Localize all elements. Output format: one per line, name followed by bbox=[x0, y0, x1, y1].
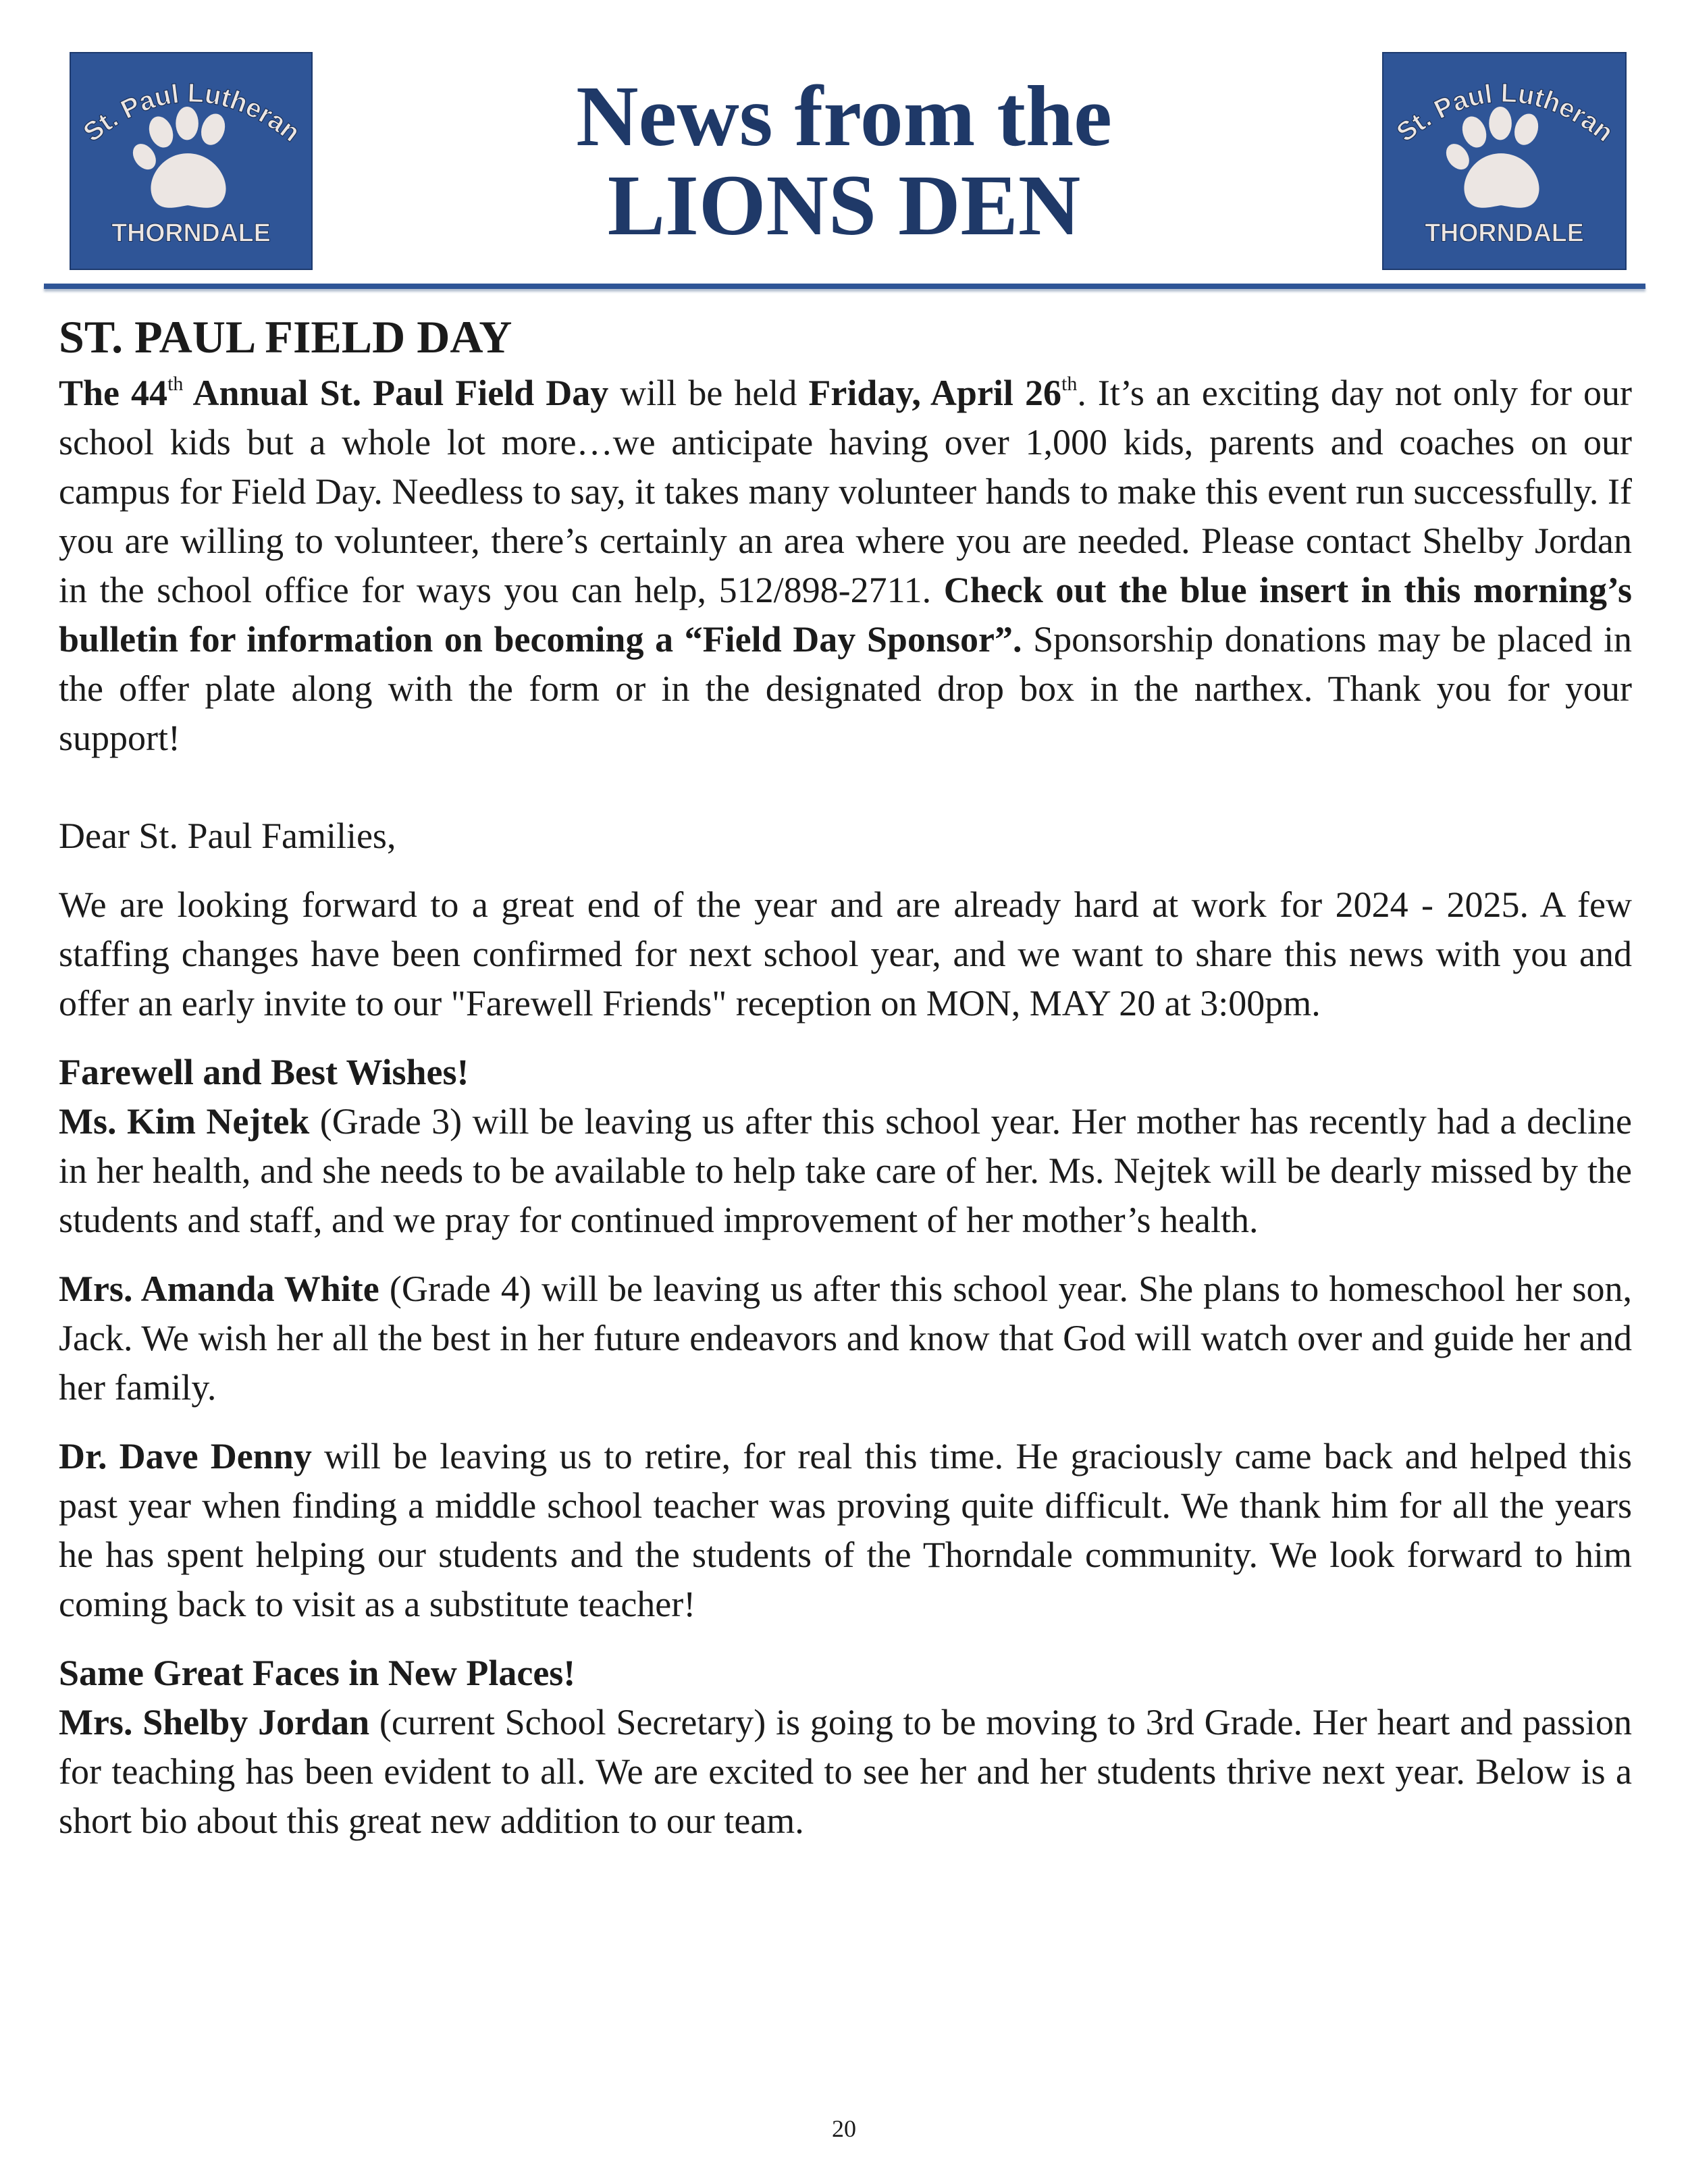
field-day-date: Friday, April 26 bbox=[808, 373, 1061, 413]
denny-paragraph bbox=[59, 1432, 1632, 1629]
header-divider bbox=[44, 284, 1645, 289]
farewell-heading: Farewell and Best Wishes! bbox=[59, 1052, 469, 1092]
text: (current School Secretary) is going to be moving to 3rd Grade. Her heart and passion for teaching has been evident to all. We are excited to see her and her students thrive next year. Below is a short bio about this great new addition to our team. bbox=[59, 1702, 1632, 1841]
logo-bottom-text: THORNDALE bbox=[1425, 218, 1584, 247]
section-heading-field-day: ST. PAUL FIELD DAY bbox=[59, 311, 512, 363]
article-body bbox=[59, 309, 1632, 1846]
text: (Grade 3) will be leaving us after this school year. Her mother has recently had a decline in her health, and she needs to be available to help take care of her. Ms. Nejtek will be dearly missed by the students and staff, and we pray for continued improvement of her mother’s health. bbox=[59, 1101, 1632, 1240]
school-logo-graphic bbox=[1383, 53, 1625, 269]
letter-intro: We are looking forward to a great end of the year and are already hard at work for 2024 - 2025. A few staffing changes have been confirmed for next school year, and we want to share this news with you and offer an early invite to our "Farewell Friends" reception on MON, MAY 20 at 3:00pm. bbox=[59, 884, 1632, 1023]
staff-name: Dr. Dave Denny bbox=[59, 1436, 312, 1476]
superscript: th bbox=[167, 373, 184, 395]
jordan-paragraph bbox=[59, 1698, 1632, 1846]
white-paragraph bbox=[59, 1264, 1632, 1412]
staff-name: Mrs. Shelby Jordan bbox=[59, 1702, 370, 1742]
text: . It’s an exciting day not only for our school kids but a whole lot more…we anticipate having over 1,000 kids, parents and coaches on our campus for Field Day. Needless to say, it takes many volunteer hands to make this event run successfully. If you are willing to volunteer, there’s certainly an area where you are needed. Please contact Shelby Jordan in the school office for ways you can help, 512/898-2711. bbox=[59, 373, 1632, 610]
masthead-line-2: LIONS DEN bbox=[607, 157, 1081, 253]
field-day-paragraph bbox=[59, 369, 1632, 763]
logo-top-text: St. Paul Lutheran bbox=[1391, 78, 1619, 148]
page-number: 20 bbox=[832, 2115, 856, 2142]
text: (Grade 4) will be leaving us after this school year. She plans to homeschool her son, Jack. We wish her all the best in her future endeavors and know that God will watch over and guide her and her family. bbox=[59, 1269, 1632, 1408]
text: will be held bbox=[608, 373, 809, 413]
text: will be leaving us to retire, for real this time. He graciously came back and helped this past year when finding a middle school teacher was proving quite difficult. We thank him for all the years he has spent helping our students and the students of the Thorndale community. We look forward to him coming back to visit as a substitute teacher! bbox=[59, 1436, 1632, 1624]
new-places-heading: Same Great Faces in New Places! bbox=[59, 1653, 576, 1693]
paw-print-icon bbox=[128, 107, 229, 208]
text: Sponsorship donations may be placed in the offer plate along with the form or in the designated drop box in the narthex. Thank you for your support! bbox=[59, 619, 1632, 758]
logo-left bbox=[70, 52, 313, 270]
school-logo-graphic bbox=[71, 53, 311, 269]
sponsor-callout: Check out the blue insert in this morning’s bulletin for information on becoming a “Field Day Sponsor”. bbox=[59, 570, 1633, 660]
logo-bottom-text: THORNDALE bbox=[111, 218, 271, 247]
nejtek-paragraph bbox=[59, 1097, 1632, 1245]
logo-right bbox=[1382, 52, 1627, 270]
staff-name: Ms. Kim Nejtek bbox=[59, 1101, 310, 1142]
logo-top-text: St. Paul Lutheran bbox=[78, 78, 306, 148]
superscript: th bbox=[1061, 373, 1078, 395]
staff-name: Mrs. Amanda White bbox=[59, 1269, 379, 1309]
letter-greeting: Dear St. Paul Families, bbox=[59, 816, 396, 856]
masthead-line-1: News from the bbox=[576, 68, 1112, 164]
field-day-title: Annual St. Paul Field Day bbox=[183, 373, 609, 413]
paw-print-icon bbox=[1442, 107, 1542, 208]
field-day-edition: The 44 bbox=[59, 373, 168, 413]
